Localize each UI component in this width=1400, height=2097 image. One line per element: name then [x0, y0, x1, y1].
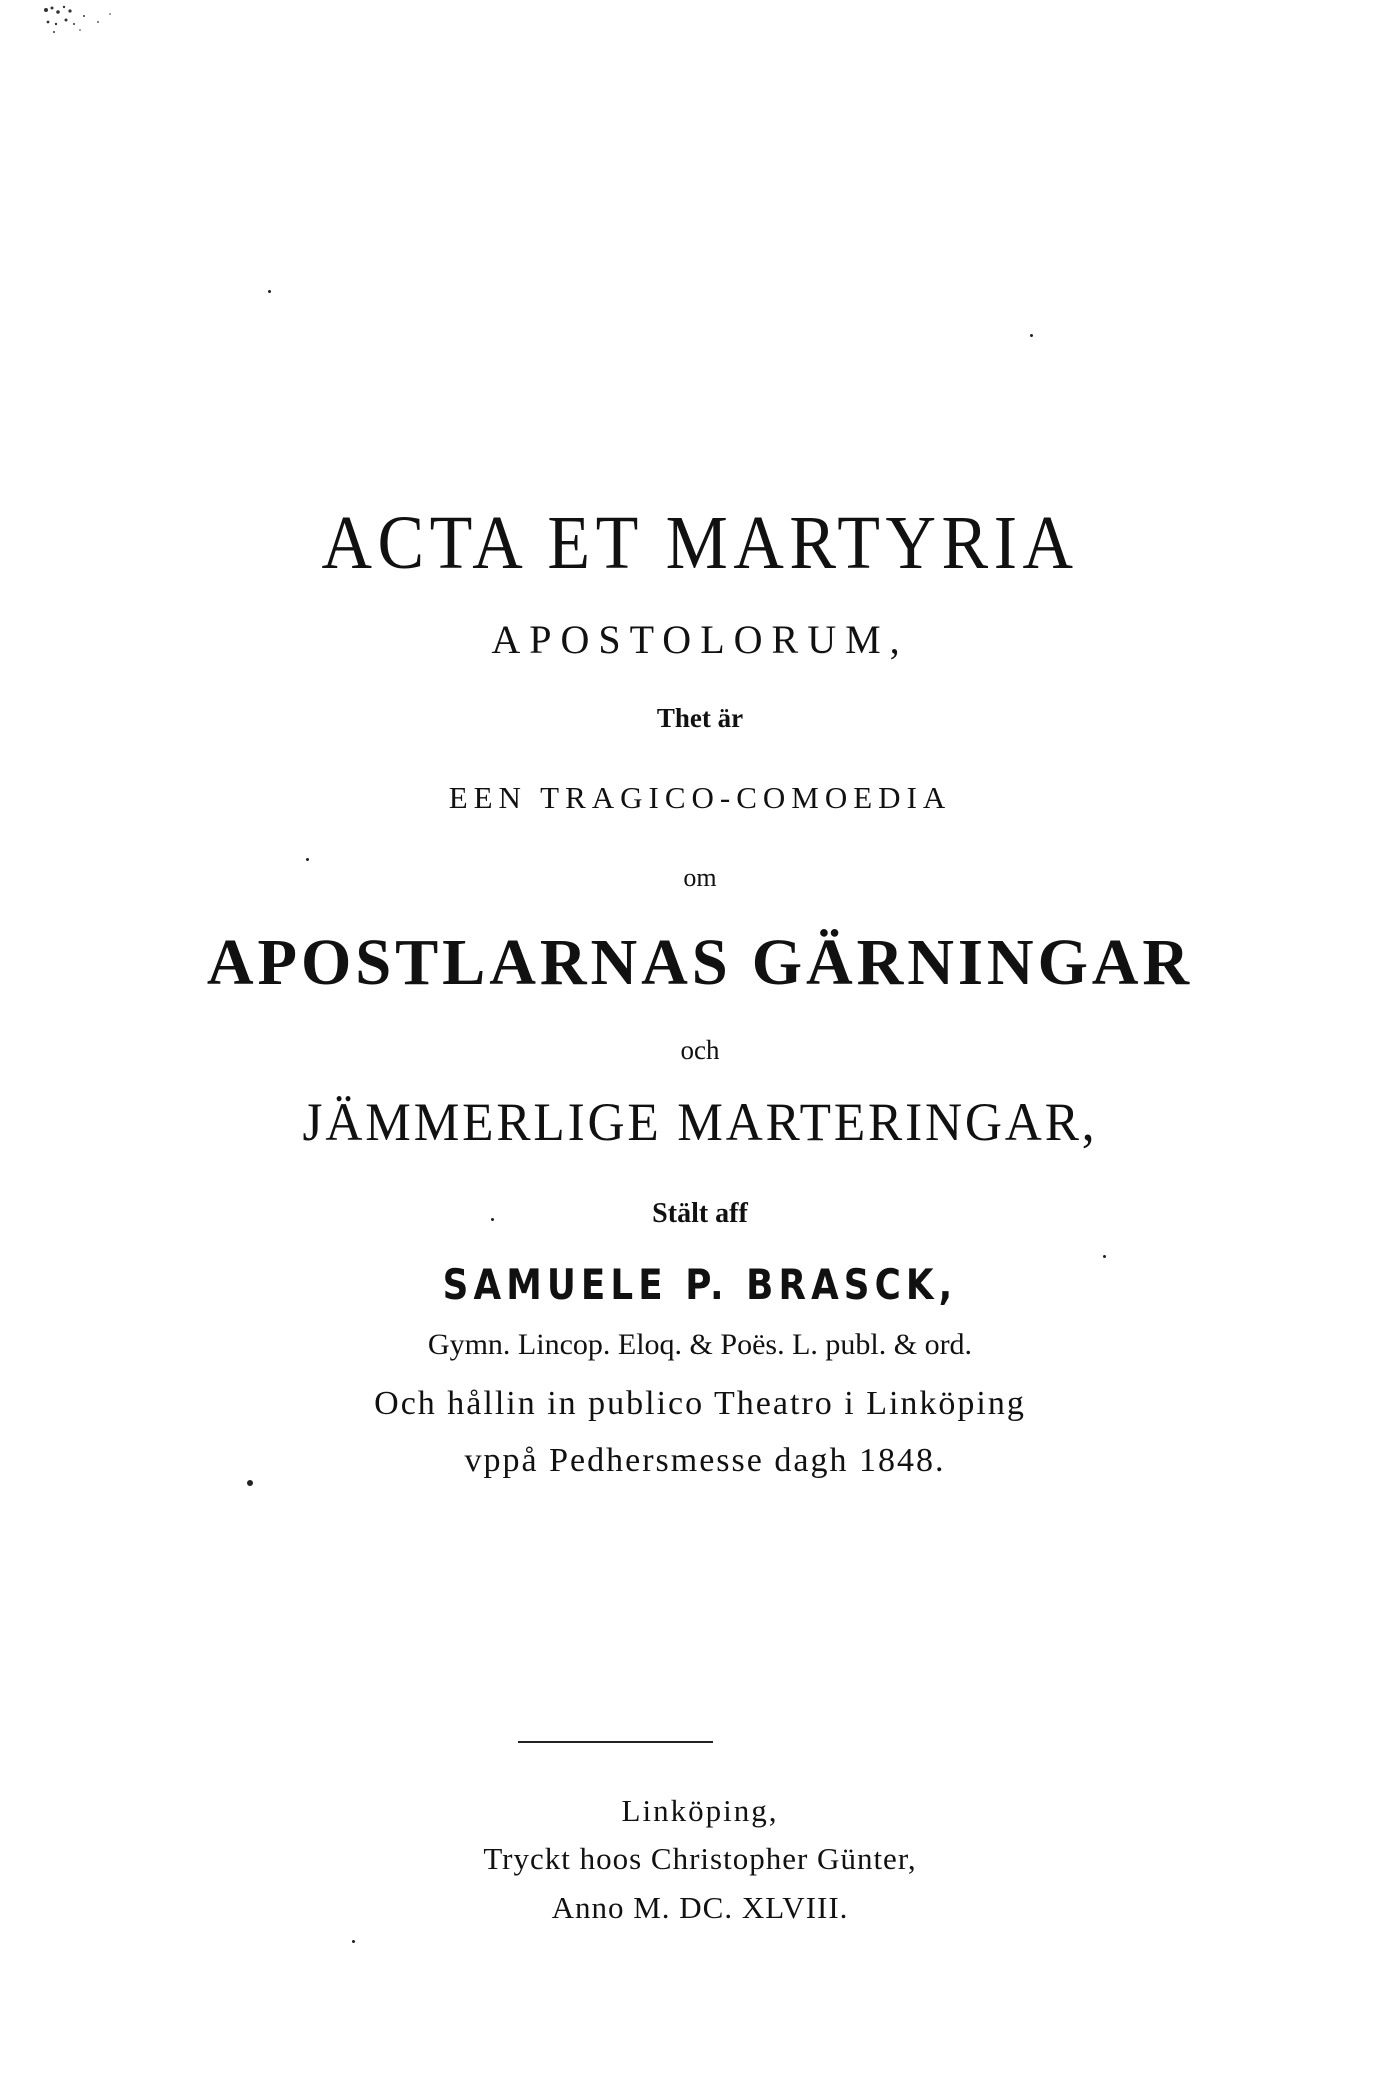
imprint-printer: Tryckt hoos Christopher Günter,: [483, 1841, 917, 1876]
print-speck: [247, 1480, 253, 1486]
print-speck: [1030, 334, 1033, 337]
print-speck: [268, 290, 271, 293]
performance-line-1: Och hållin in publico Theatro i Linköping: [374, 1385, 1026, 1422]
imprint-year: Anno M. DC. XLVIII.: [551, 1890, 849, 1925]
performance-line-2: vppå Pedhersmesse dagh 1848.: [464, 1442, 946, 1479]
connector-thet-ar: Thet är: [656, 703, 744, 733]
author-office: Gymn. Lincop. Eloq. & Poës. L. publ. & ord.: [427, 1328, 973, 1361]
title-subtitle: APOSTOLORUM,: [491, 617, 909, 662]
author-name: SAMUELE P. BRASCK,: [442, 1260, 958, 1309]
connector-och: och: [680, 1035, 720, 1065]
title-main: ACTA ET MARTYRIA: [321, 501, 1079, 585]
print-speck: [352, 1940, 355, 1943]
library-stamp-residue: [40, 2, 150, 42]
subject-heading-2: JÄMMERLIGE MARTERINGAR,: [302, 1092, 1098, 1152]
genre-line: EEN TRAGICO-COMOEDIA: [448, 780, 952, 815]
imprint-place: Linköping,: [621, 1793, 779, 1828]
separator-rule: [518, 1741, 713, 1743]
print-speck: [306, 858, 309, 861]
print-speck: [1103, 1255, 1106, 1258]
connector-om: om: [683, 863, 717, 892]
print-speck: [491, 1218, 494, 1221]
byline-intro: Stält aff: [652, 1198, 748, 1229]
subject-heading-1: APOSTLARNAS GÄRNINGAR: [206, 926, 1194, 999]
